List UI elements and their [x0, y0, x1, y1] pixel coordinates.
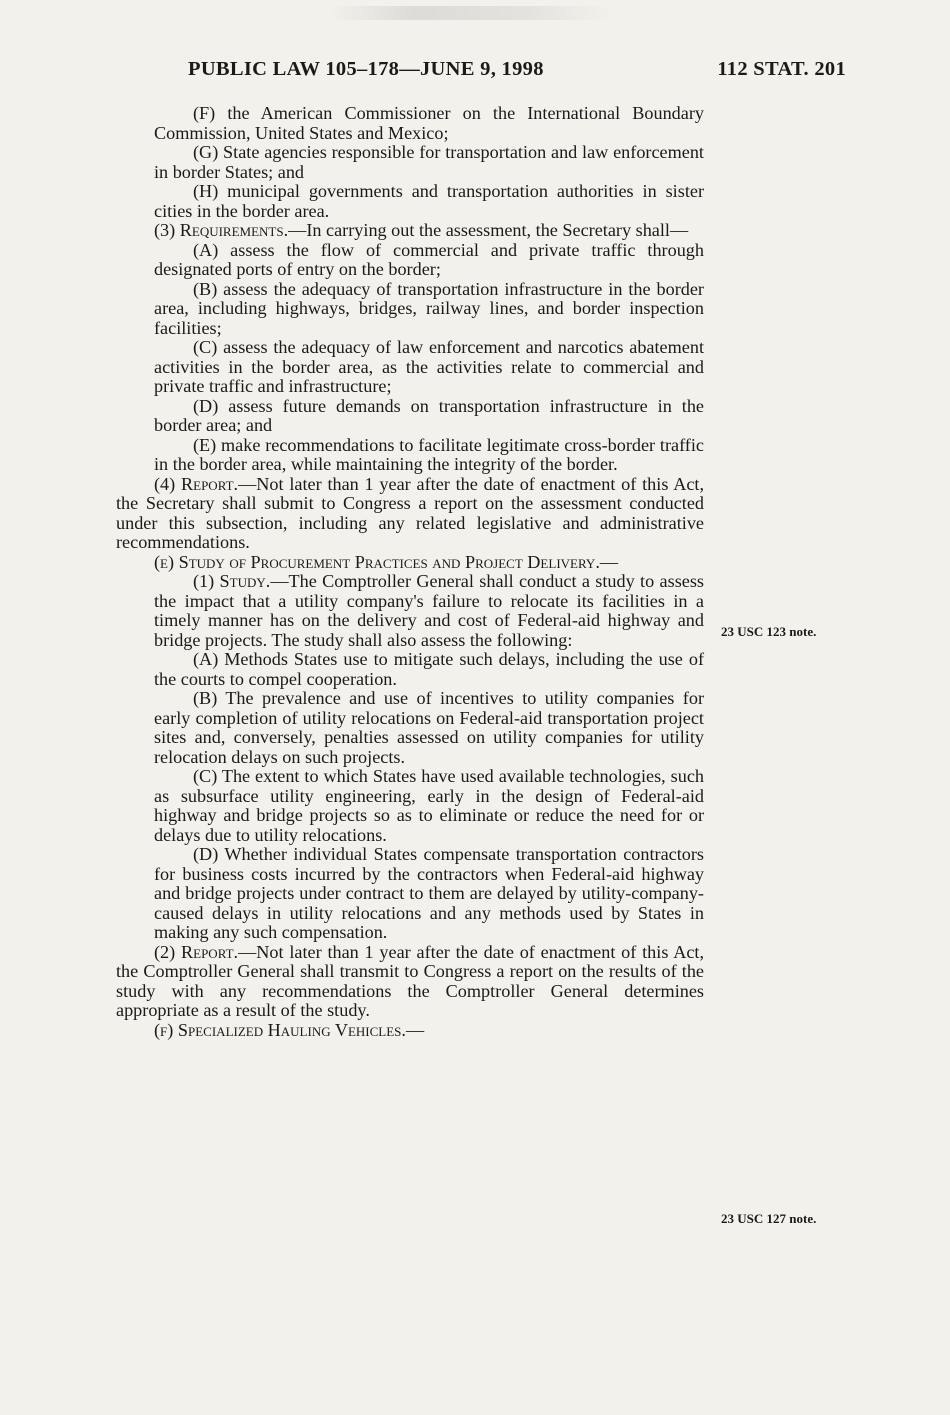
paragraph-e2-text: —Not later than 1 year after the date of enactment of this Act, the Comptroller General shall transmit to Congress a report on the results of the study with any recommendations the Comptroller General determines appropriate as a result of the study.: [116, 941, 704, 1020]
paragraph-e1B: (B) The prevalence and use of incentives to utility companies for early completion of utility relocations on Federal-aid transportation project sites and, conversely, penalties assessed on utility companies for utility relocation delays on such projects.: [154, 688, 704, 767]
paragraph-e1C: (C) The extent to which States have used available technologies, such as subsurface utility engineering, early in the design of Federal-aid highway and bridge projects so as to eliminate or reduce the need for or delays due to utility relocations.: [154, 766, 704, 845]
paragraph-3-heading: (3) Requirements.: [154, 220, 289, 240]
paragraph-e1-text: —The Comptroller General shall conduct a study to assess the impact that a utility company's failure to relocate its facilities in a timely manner has on the delivery and cost of Federal-aid highway and bridge projects. The study shall also assess the following:: [154, 571, 704, 650]
paragraph-f: [116, 1021, 704, 1041]
paragraph-e1A: (A) Methods States use to mitigate such delays, including the use of the courts to compel cooperation.: [154, 649, 704, 689]
paragraph-f-text: —: [405, 1019, 425, 1040]
paragraph-H: (H) municipal governments and transportation authorities in sister cities in the border area.: [154, 181, 704, 221]
header-stat-page: 112 STAT. 201: [717, 58, 846, 80]
paragraph-4-heading: (4) Report.: [154, 473, 239, 494]
paragraph-e1-heading: (1) Study.: [193, 571, 271, 591]
paragraph-4-text: —Not later than 1 year after the date of enactment of this Act, the Secretary shall submit to Congress a report on the assessment conducted under this subsection, including any related legislative and administrative recommendations.: [116, 473, 704, 552]
paragraph-3-text: —In carrying out the assessment, the Secretary shall—: [288, 220, 689, 240]
paragraph-G: (G) State agencies responsible for transportation and law enforcement in border States; and: [154, 142, 704, 182]
document-body: [116, 104, 704, 1040]
header-law-title: PUBLIC LAW 105–178—JUNE 9, 1998: [188, 58, 544, 80]
paragraph-e: [116, 553, 704, 573]
paragraph-F: (F) the American Commissioner on the International Boundary Commission, United States and Mexico;: [154, 103, 704, 143]
paragraph-4: [116, 475, 704, 553]
paragraph-e1: [116, 572, 704, 650]
bleed-through-smudge: [330, 6, 610, 20]
paragraph-e2-heading: (2) Report.: [154, 941, 239, 962]
paragraph-3: [116, 221, 704, 241]
paragraph-3B: (B) assess the adequacy of transportation infrastructure in the border area, including highways, bridges, railway lines, and border inspection facilities;: [154, 278, 704, 338]
paragraph-3C: (C) assess the adequacy of law enforcement and narcotics abatement activities in the border area, as the activities relate to commercial and private traffic and infrastructure;: [154, 337, 704, 396]
margin-note-23-usc-123: 23 USC 123 note.: [721, 624, 817, 639]
paragraph-3E: (E) make recommendations to facilitate legitimate cross-border traffic in the border area, while maintaining the integrity of the border.: [154, 434, 704, 474]
paragraph-3D: (D) assess future demands on transportation infrastructure in the border area; and: [154, 395, 704, 435]
paragraph-3A: (A) assess the flow of commercial and private traffic through designated ports of entry on the border;: [154, 239, 704, 279]
paragraph-e1D: (D) Whether individual States compensate transportation contractors for business costs incurred by the contractors when Federal-aid highway and bridge projects under contract to them are delayed by utility-company-caused delays in utility relocations and any methods used by States in making any such compensation.: [154, 844, 704, 942]
margin-note-23-usc-127: 23 USC 127 note.: [721, 1211, 817, 1226]
paragraph-e-text: —: [599, 551, 619, 572]
paragraph-e2: [116, 943, 704, 1021]
paragraph-e-heading: (e) Study of Procurement Practices and Project Delivery.: [154, 551, 600, 572]
paragraph-f-heading: (f) Specialized Hauling Vehicles.: [154, 1019, 406, 1040]
